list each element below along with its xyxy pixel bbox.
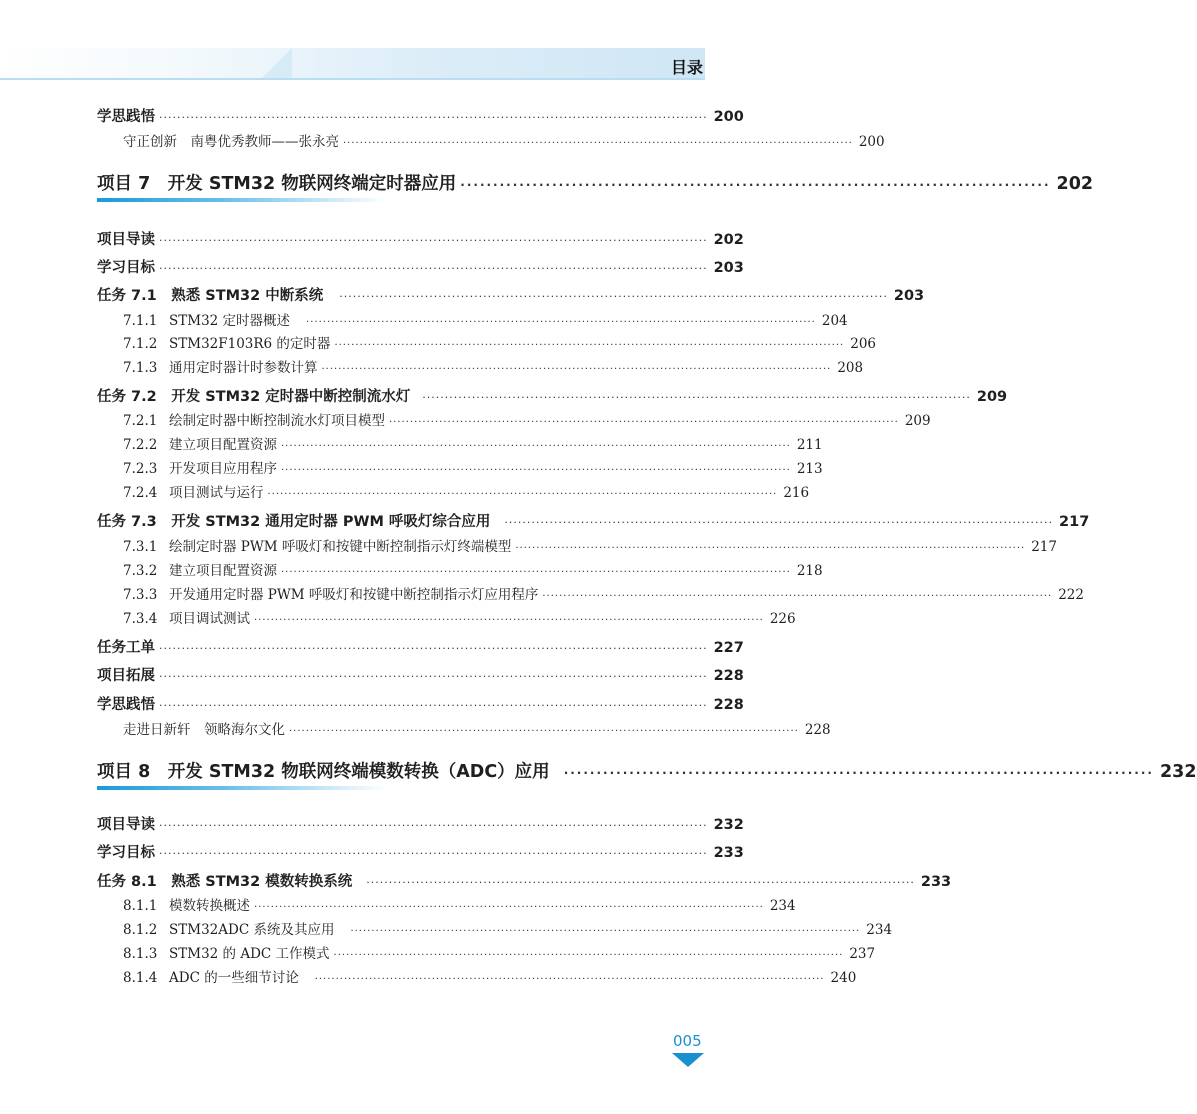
project-underline xyxy=(97,198,387,202)
toc-subentry[interactable]: 7.1.2 STM32F103R6 的定时器 ·························································································································· 206 xyxy=(123,336,877,352)
page-title: 目录 xyxy=(670,58,703,77)
toc-subentry[interactable]: 7.1.3 通用定时器计时参数计算 ·························································································································· 208 xyxy=(123,360,864,376)
toc-entry[interactable]: 项目导读 ·························································································································· 202 xyxy=(97,232,744,248)
dot-leader: ·························································································································· xyxy=(504,516,1054,529)
dot-leader: ·························································································································· xyxy=(159,262,708,275)
dot-leader: ·························································································································· xyxy=(159,111,708,124)
header-band xyxy=(0,48,705,78)
dot-leader: ·························································································································· xyxy=(159,642,708,655)
dot-leader: ·························································································································· xyxy=(314,974,825,985)
toc-entry[interactable]: 任务 7.1 熟悉 STM32 中断系统 ·························································································································· 203 xyxy=(97,288,925,304)
dot-leader: ·························································································································· xyxy=(343,138,853,149)
toc-entry[interactable]: 学思践悟 ·························································································································· 200 xyxy=(97,109,744,125)
toc-subentry[interactable]: 7.2.3 开发项目应用程序 ·························································································································· 213 xyxy=(123,461,823,477)
toc-entry[interactable]: 项目拓展 ·························································································································· 228 xyxy=(97,668,744,684)
dot-leader: ·························································································································· xyxy=(333,950,844,961)
page-number: 005 xyxy=(673,1032,702,1050)
dot-leader: ·························································································································· xyxy=(542,591,1053,602)
dot-leader: ·························································································································· xyxy=(159,234,708,247)
toc-entry[interactable]: 学思践悟 ·························································································································· 228 xyxy=(97,697,744,713)
toc-subentry[interactable]: 7.2.2 建立项目配置资源 ·························································································································· 211 xyxy=(123,437,823,453)
toc-entry[interactable]: 项目导读 ·························································································································· 232 xyxy=(97,817,744,833)
dot-leader: ·························································································································· xyxy=(289,726,799,737)
toc-subentry[interactable]: 7.3.2 建立项目配置资源 ·························································································································· 218 xyxy=(123,563,823,579)
toc-subentry[interactable]: 守正创新 南粤优秀教师——张永亮 ·························································································································· 200 xyxy=(123,134,885,150)
dot-leader: ·························································································· xyxy=(460,178,1051,192)
toc-entry[interactable]: 任务 8.1 熟悉 STM32 模数转换系统 ·························································································································· 233 xyxy=(97,874,952,890)
dot-leader: ·························································································································· xyxy=(350,926,861,937)
project-underline xyxy=(97,786,387,790)
dot-leader: ·························································································································· xyxy=(281,465,791,476)
dot-leader: ·························································································································· xyxy=(334,340,845,351)
toc-subentry[interactable]: 8.1.3 STM32 的 ADC 工作模式 ·························································································································· 237 xyxy=(123,946,876,962)
toc-subentry[interactable]: 7.2.1 绘制定时器中断控制流水灯项目模型 ·························································································································· 209 xyxy=(123,413,931,429)
page-marker-triangle-icon xyxy=(672,1053,704,1067)
dot-leader: ·························································································· xyxy=(563,766,1154,780)
dot-leader: ·························································································································· xyxy=(267,489,778,500)
dot-leader: ·························································································································· xyxy=(159,847,708,860)
toc-subentry[interactable]: 8.1.4 ADC 的一些细节讨论 ·························································································································· 240 xyxy=(123,970,857,986)
toc-subentry[interactable]: 7.2.4 项目测试与运行 ·························································································································· 216 xyxy=(123,485,810,501)
toc-subentry[interactable]: 走进日新轩 领略海尔文化 ·························································································································· 228 xyxy=(123,722,831,738)
toc-entry[interactable]: 学习目标 ·························································································································· 203 xyxy=(97,260,744,276)
toc-subentry[interactable]: 7.3.4 项目调试测试 ·························································································································· 226 xyxy=(123,611,796,627)
dot-leader: ·························································································································· xyxy=(339,290,888,303)
toc-subentry[interactable]: 7.3.1 绘制定时器 PWM 呼吸灯和按键中断控制指示灯终端模型 ·························································································································· 217 xyxy=(123,539,1057,555)
toc-entry[interactable]: 任务工单 ·························································································································· 227 xyxy=(97,640,744,656)
dot-leader: ·························································································································· xyxy=(321,364,832,375)
dot-leader: ·························································································································· xyxy=(281,567,791,578)
toc-entry[interactable]: 任务 7.3 开发 STM32 通用定时器 PWM 呼吸灯综合应用 ·························································································································· 217 xyxy=(97,514,1090,530)
dot-leader: ·························································································································· xyxy=(254,615,764,626)
dot-leader: ·························································································································· xyxy=(515,543,1026,554)
project-heading[interactable]: 项目 7 开发 STM32 物联网终端定时器应用 ·························································································· 202 xyxy=(97,174,1094,194)
toc-subentry[interactable]: 7.1.1 STM32 定时器概述 ·························································································································· 204 xyxy=(123,313,848,329)
toc-subentry[interactable]: 8.1.1 模数转换概述 ·························································································································· 234 xyxy=(123,898,796,914)
dot-leader: ·························································································································· xyxy=(281,441,791,452)
header-band-slant xyxy=(262,48,292,78)
toc-subentry[interactable]: 8.1.2 STM32ADC 系统及其应用 ·························································································································· 234 xyxy=(123,922,893,938)
dot-leader: ·························································································································· xyxy=(306,317,816,328)
dot-leader: ·························································································································· xyxy=(389,417,899,428)
dot-leader: ·························································································································· xyxy=(159,670,708,683)
dot-leader: ·························································································································· xyxy=(159,699,708,712)
project-heading[interactable]: 项目 8 开发 STM32 物联网终端模数转换（ADC）应用 ·························································································· 232 xyxy=(97,762,1197,782)
dot-leader: ·························································································································· xyxy=(422,391,971,404)
toc-entry[interactable]: 学习目标 ·························································································································· 233 xyxy=(97,845,744,861)
dot-leader: ·························································································································· xyxy=(366,876,915,889)
dot-leader: ·························································································································· xyxy=(159,819,708,832)
header-rule xyxy=(0,78,705,80)
toc-subentry[interactable]: 7.3.3 开发通用定时器 PWM 呼吸灯和按键中断控制指示灯应用程序 ·························································································································· 222 xyxy=(123,587,1084,603)
toc-entry[interactable]: 任务 7.2 开发 STM32 定时器中断控制流水灯 ·························································································································· 209 xyxy=(97,389,1008,405)
dot-leader: ·························································································································· xyxy=(254,902,764,913)
